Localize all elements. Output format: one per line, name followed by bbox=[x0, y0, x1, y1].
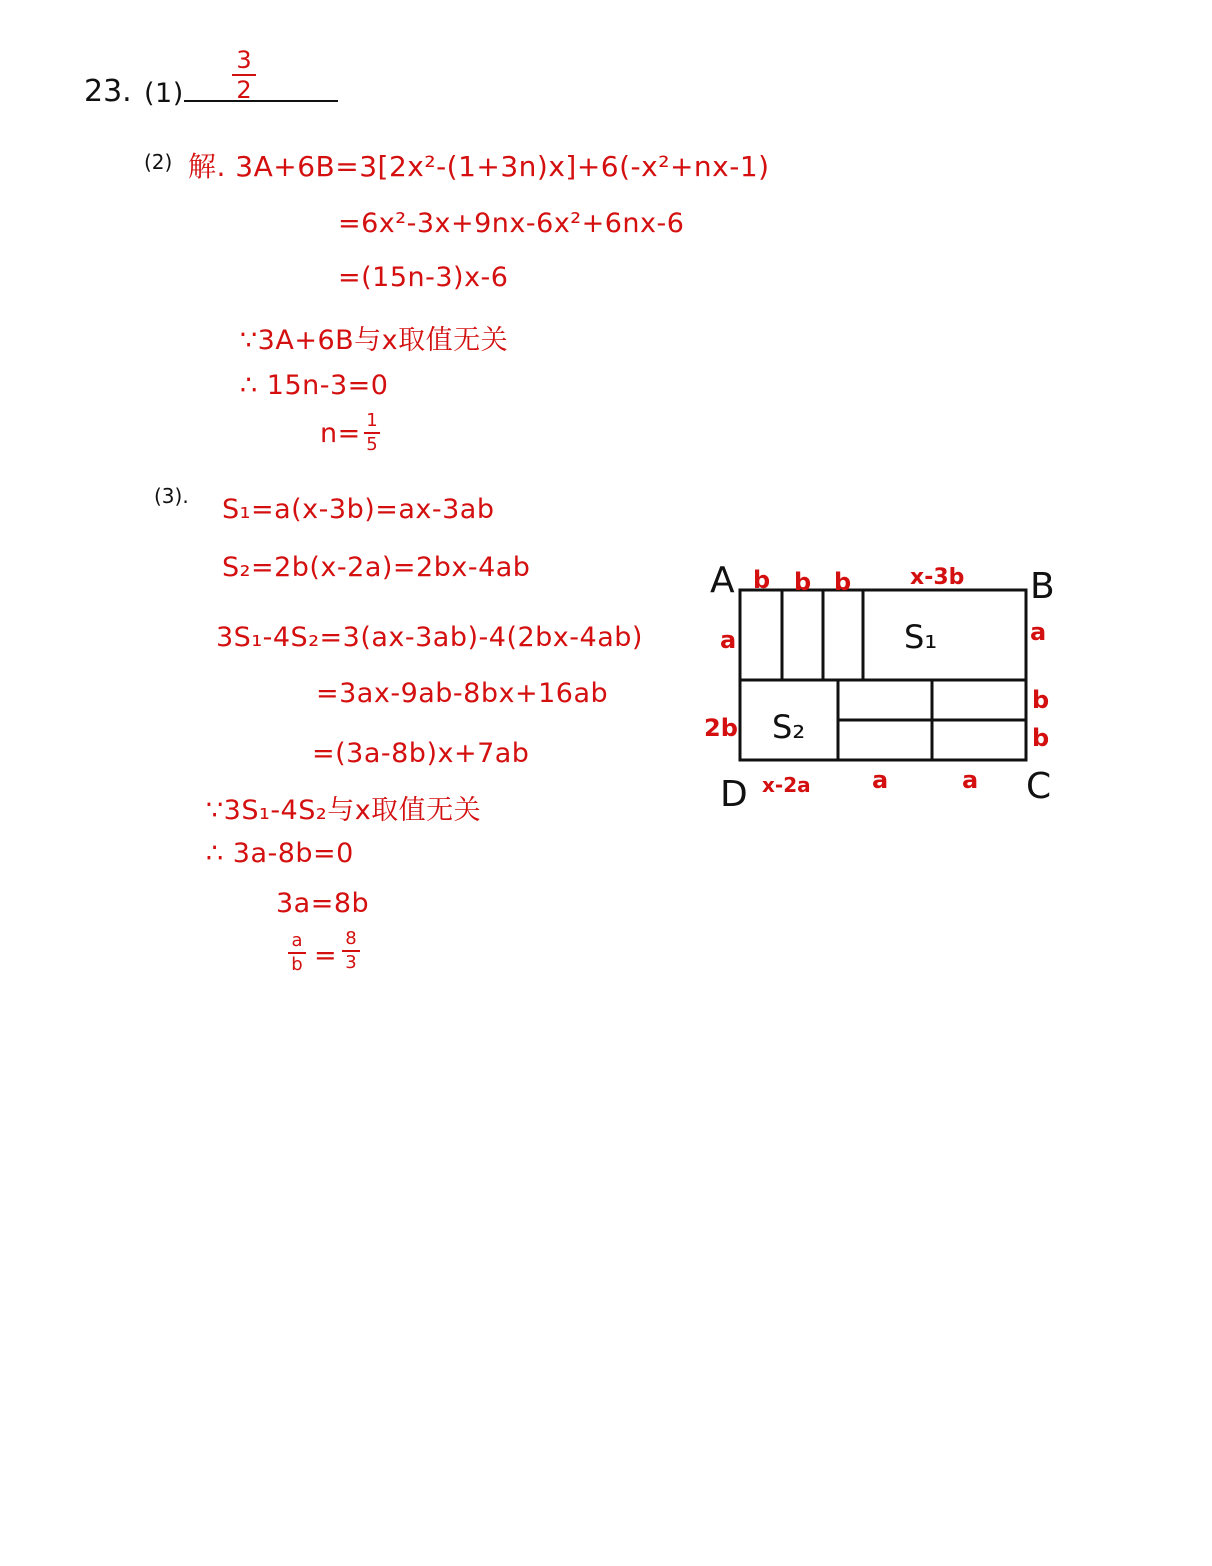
part2-line-1: 解. 3A+6B=3[2x²-(1+3n)x]+6(-x²+nx-1) bbox=[188, 150, 770, 183]
region-s1: S₁ bbox=[904, 618, 938, 656]
part3-line-4: =3ax-9ab-8bx+16ab bbox=[316, 678, 609, 709]
bottom-label-a-2: a bbox=[962, 766, 979, 794]
part1-answer-numerator: 3 bbox=[236, 46, 252, 74]
part2-n-denominator: 5 bbox=[366, 434, 378, 455]
part1-answer-denominator: 2 bbox=[236, 76, 252, 104]
right-label-b-1: b bbox=[1032, 686, 1050, 714]
bottom-label-a-1: a bbox=[872, 766, 889, 794]
part1-label: (1) bbox=[144, 78, 184, 109]
ratio-right-numerator: 8 bbox=[345, 928, 357, 949]
part3-line-1: S₁=a(x-3b)=ax-3ab bbox=[222, 494, 495, 525]
left-label-a: a bbox=[720, 626, 737, 654]
problem-number: 23. bbox=[84, 74, 132, 109]
part3-line-2: S₂=2b(x-2a)=2bx-4ab bbox=[222, 552, 531, 583]
part3-line-8: 3a=8b bbox=[276, 888, 370, 919]
top-label-b-1: b bbox=[753, 566, 771, 594]
ratio-equals: = bbox=[314, 940, 338, 971]
corner-b: B bbox=[1030, 566, 1055, 607]
ratio-right-denominator: 3 bbox=[345, 952, 357, 973]
part3-line-6: ∵3S₁-4S₂与x取值无关 bbox=[206, 795, 482, 826]
part2-n-numerator: 1 bbox=[366, 410, 378, 431]
right-label-a: a bbox=[1030, 618, 1047, 646]
part3-line-5: =(3a-8b)x+7ab bbox=[312, 738, 530, 769]
corner-a: A bbox=[710, 560, 735, 601]
part2-line-3: =(15n-3)x-6 bbox=[338, 262, 509, 293]
region-s2: S₂ bbox=[772, 708, 806, 746]
part2-line-2: =6x²-3x+9nx-6x²+6nx-6 bbox=[338, 208, 685, 239]
part3-line-3: 3S₁-4S₂=3(ax-3ab)-4(2bx-4ab) bbox=[216, 622, 643, 653]
top-label-b-2: b bbox=[794, 568, 812, 596]
corner-c: C bbox=[1026, 766, 1052, 807]
bottom-label-x-2a: x-2a bbox=[762, 773, 811, 797]
top-label-x-3b: x-3b bbox=[910, 565, 965, 590]
part2-line-5: ∴ 15n-3=0 bbox=[240, 370, 389, 401]
part2-line-4: ∵3A+6B与x取值无关 bbox=[240, 325, 509, 356]
corner-d: D bbox=[720, 774, 748, 815]
part2-label: (2) bbox=[144, 150, 173, 174]
right-label-b-2: b bbox=[1032, 724, 1050, 752]
part3-line-7: ∴ 3a-8b=0 bbox=[206, 838, 354, 869]
top-label-b-3: b bbox=[834, 568, 852, 596]
ratio-left-numerator: a bbox=[291, 930, 303, 951]
ratio-left-denominator: b bbox=[291, 954, 303, 975]
part3-label: (3). bbox=[154, 484, 189, 508]
part2-n-label: n= bbox=[320, 418, 361, 449]
left-label-2b: 2b bbox=[704, 714, 738, 742]
